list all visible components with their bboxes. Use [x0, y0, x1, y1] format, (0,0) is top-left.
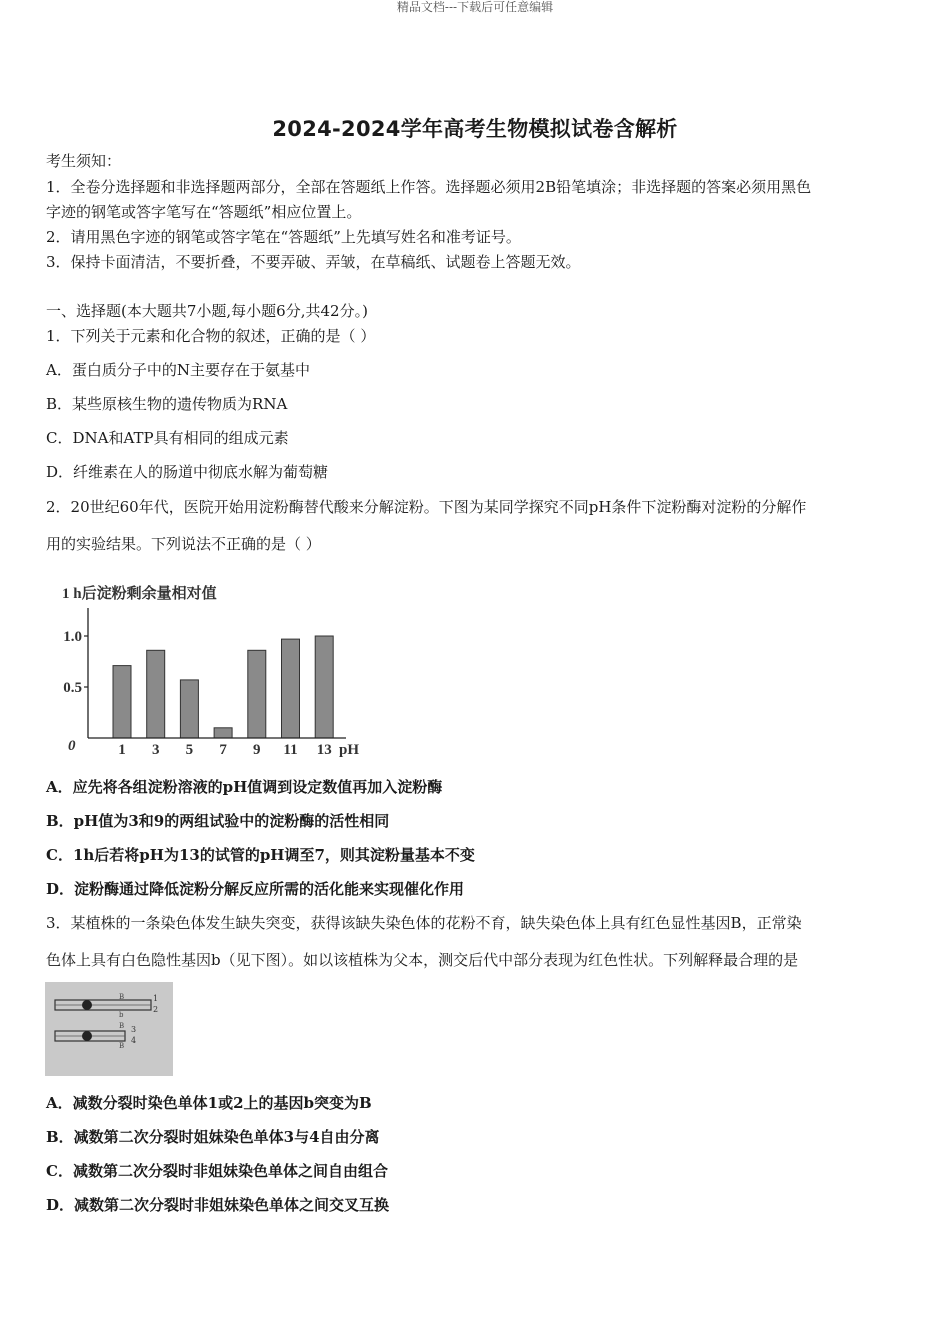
q2-stem: 2．20世纪60年代，医院开始用淀粉酶替代酸来分解淀粉。下图为某同学探究不同pH条件下淀粉酶对淀粉的分解作 — [46, 498, 807, 516]
chart-title: 1 h后淀粉剩余量相对值 — [62, 586, 217, 602]
q3-stem-cont: 色体上具有白色隐性基因b（见下图）。如以该植株为父本，测交后代中部分表现为红色性状。下列解释最合理的是 — [46, 951, 799, 969]
y-tick-label: 1.0 — [63, 629, 82, 645]
bar-ph-1 — [113, 666, 131, 738]
bar-ph-9 — [248, 650, 266, 738]
chromatid-label: 4 — [131, 1036, 137, 1045]
x-tick-label: 3 — [151, 742, 160, 758]
bar-ph-3 — [147, 650, 165, 738]
bar-ph-13 — [315, 636, 333, 738]
q1-option-c: C．DNA和ATP具有相同的组成元素 — [46, 429, 289, 447]
notice-item: 2．请用黑色字迹的钢笔或答字笔在“答题纸”上先填写姓名和准考证号。 — [46, 228, 521, 246]
x-tick-label: 5 — [185, 742, 194, 758]
q2-option-c: C．1h后若将pH为13的试管的pH调至7，则其淀粉量基本不变 — [46, 846, 475, 864]
q1-option-b: B．某些原核生物的遗传物质为RNA — [46, 395, 288, 413]
chromosome-figure — [45, 982, 173, 1076]
gene-label: b — [119, 1011, 124, 1019]
y-tick-label: 0.5 — [63, 680, 82, 696]
bar-ph-5 — [180, 680, 198, 738]
q2-option-a: A．应先将各组淀粉溶液的pH值调到设定数值再加入淀粉酶 — [46, 778, 443, 796]
bar-ph-11 — [282, 639, 300, 738]
page-title: 2024-2024学年高考生物模拟试卷含解析 — [272, 117, 678, 141]
notice-item: 字迹的钢笔或答字笔写在“答题纸”相应位置上。 — [46, 203, 362, 221]
gene-label: B — [119, 1022, 125, 1030]
notice-item: 1．全卷分选择题和非选择题两部分，全部在答题纸上作答。选择题必须用2B铅笔填涂；非选择题的答案必须用黑色 — [46, 178, 812, 196]
x-tick-label: 13 — [316, 742, 332, 758]
ph-bar-chart — [46, 578, 376, 763]
centromere — [82, 1000, 92, 1010]
notice-item: 3．保持卡面清洁，不要折叠，不要弄破、弄皱，在草稿纸、试题卷上答题无效。 — [46, 253, 581, 271]
gene-label: B — [119, 1042, 125, 1050]
q2-option-d: D．淀粉酶通过降低淀粉分解反应所需的活化能来实现催化作用 — [46, 880, 465, 898]
centromere — [82, 1031, 92, 1041]
x-tick-label: 11 — [283, 742, 298, 758]
q3-option-a: A．减数分裂时染色单体1或2上的基因b突变为B — [46, 1094, 372, 1112]
q3-stem: 3．某植株的一条染色体发生缺失突变，获得该缺失染色体的花粉不育，缺失染色体上具有红色显性基因B，正常染 — [46, 914, 802, 932]
x-tick-label: 9 — [253, 742, 261, 758]
q2-stem-cont: 用的实验结果。下列说法不正确的是（ ） — [46, 535, 321, 553]
q2-option-b: B．pH值为3和9的两组试验中的淀粉酶的活性相同 — [46, 812, 390, 830]
gene-label: B — [119, 993, 125, 1001]
q3-option-d: D．减数第二次分裂时非姐妹染色单体之间交叉互换 — [46, 1196, 390, 1214]
notice-heading: 考生须知： — [46, 152, 122, 170]
section-heading: 一、选择题(本大题共7小题,每小题6分,共42分。) — [46, 302, 368, 320]
x-axis-label: pH — [339, 742, 360, 758]
origin-label: 0 — [68, 738, 76, 754]
q1-stem: 1．下列关于元素和化合物的叙述，正确的是（ ） — [46, 327, 376, 345]
chromatid-label: 3 — [131, 1025, 137, 1034]
header-note: 精品文档---下载后可任意编辑 — [396, 0, 554, 14]
chromatid-label: 1 — [153, 994, 159, 1003]
q1-option-a: A．蛋白质分子中的N主要存在于氨基中 — [46, 361, 310, 379]
q3-option-c: C．减数第二次分裂时非姐妹染色单体之间自由组合 — [46, 1162, 388, 1180]
q3-option-b: B．减数第二次分裂时姐妹染色单体3与4自由分离 — [46, 1128, 380, 1146]
x-tick-label: 1 — [118, 742, 126, 758]
chromatid-label: 2 — [153, 1005, 159, 1014]
x-tick-label: 7 — [219, 742, 227, 758]
q1-option-d: D．纤维素在人的肠道中彻底水解为葡萄糖 — [46, 463, 329, 481]
bar-ph-7 — [214, 728, 232, 738]
